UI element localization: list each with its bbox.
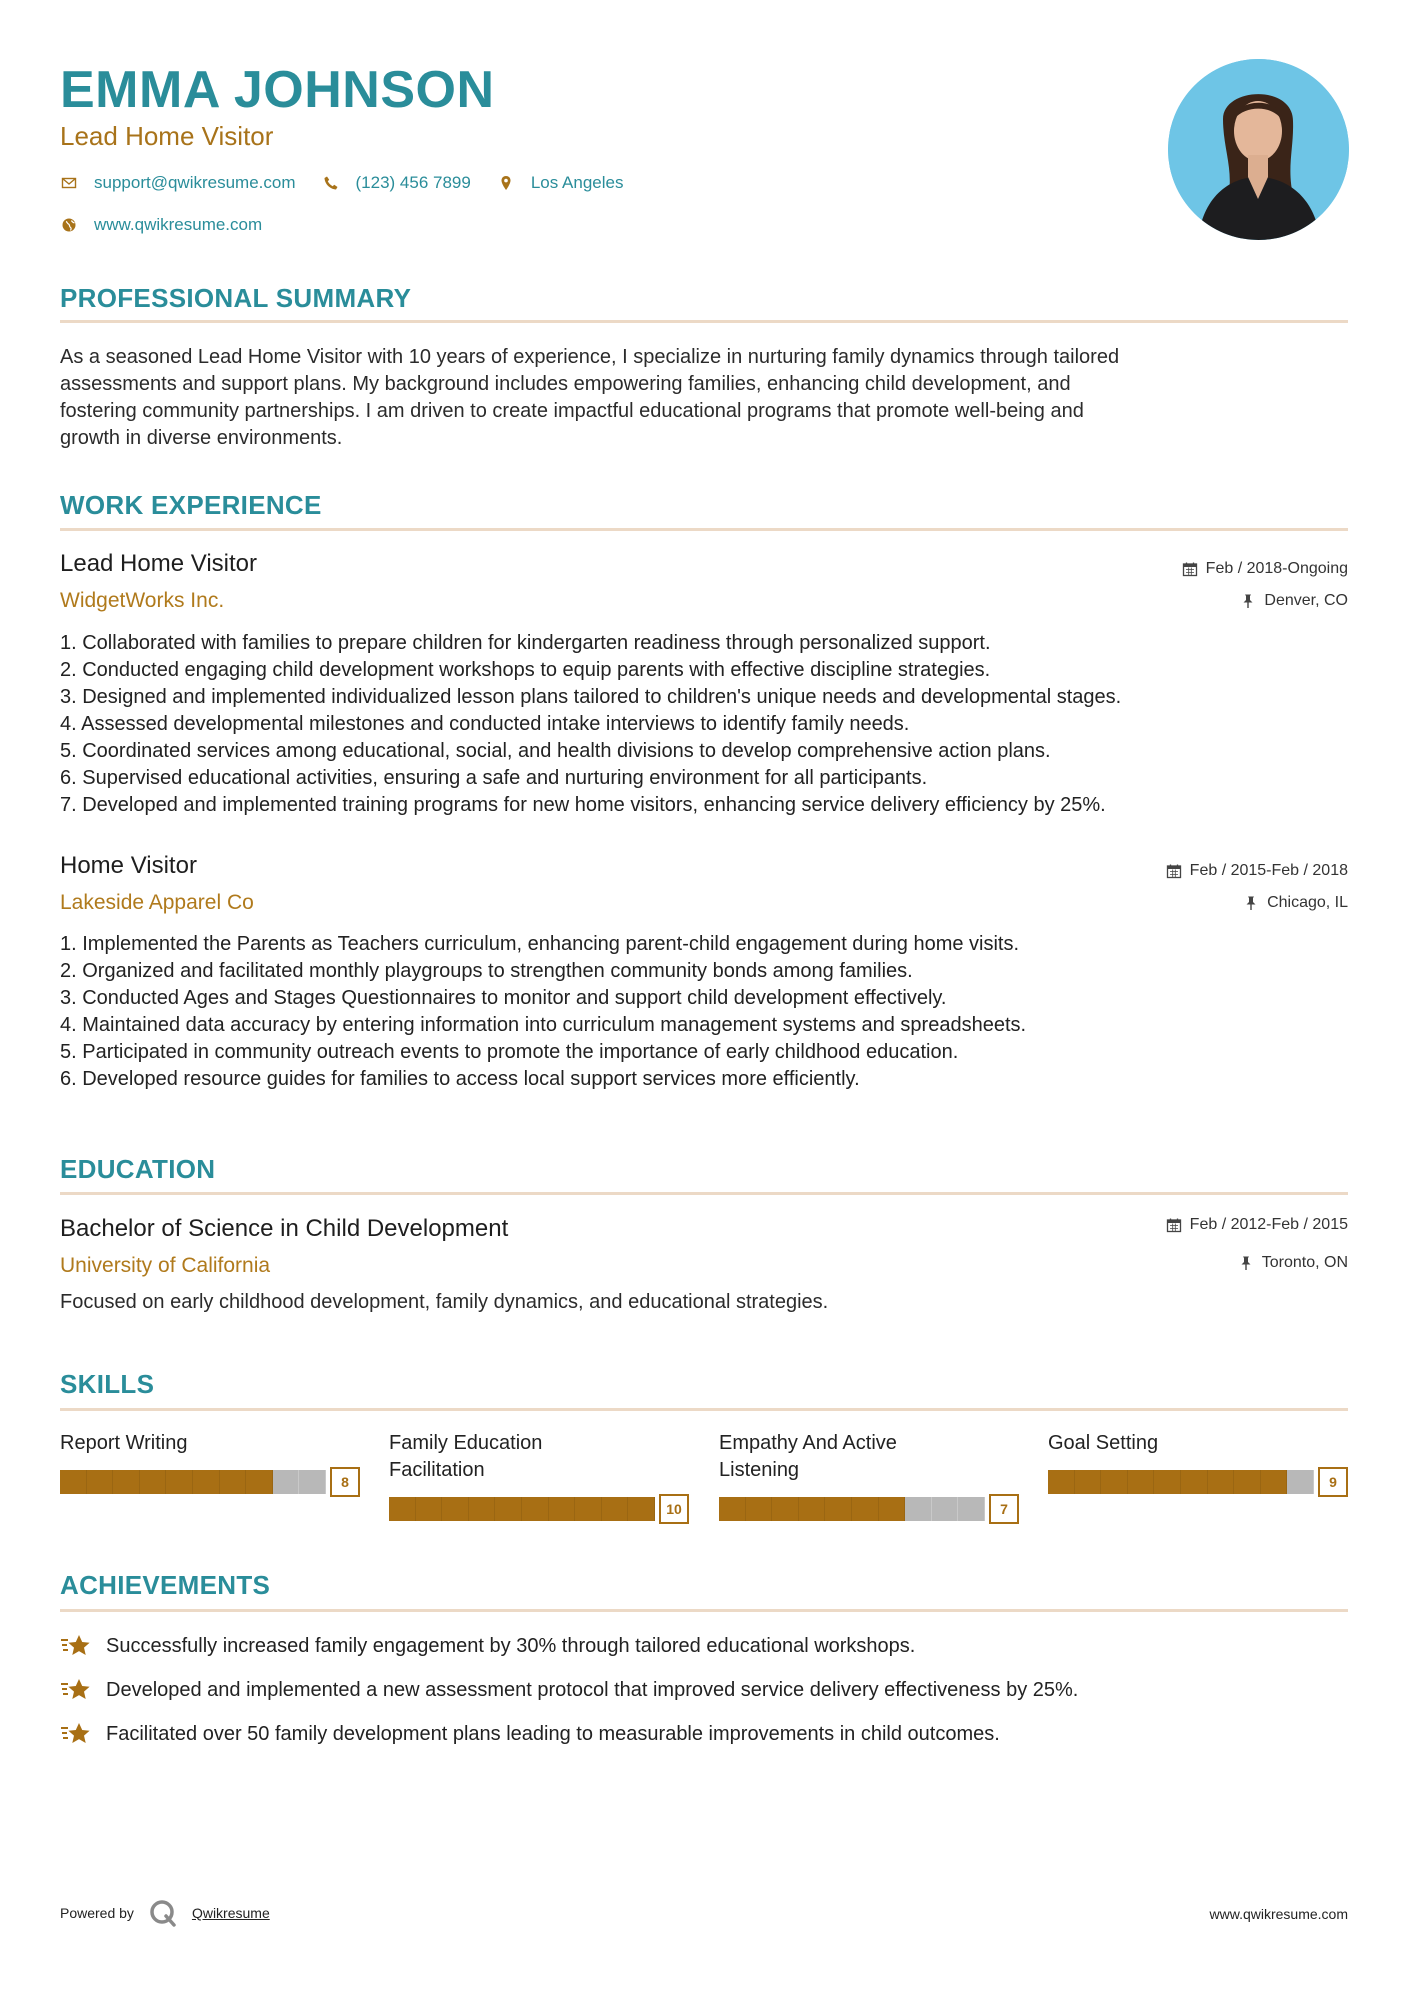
contact-row-2	[60, 212, 649, 238]
pushpin-icon	[1238, 1255, 1254, 1271]
skill-segment-filled	[193, 1470, 220, 1494]
contact-email[interactable]	[60, 173, 296, 193]
list-item: 6. Supervised educational activities, ensuring a safe and nurturing environment for all participants.	[60, 767, 928, 789]
skill-bar-track	[719, 1497, 985, 1521]
skill-segment-filled	[1234, 1470, 1261, 1494]
skill-name: Goal Setting	[1048, 1432, 1159, 1454]
calendar-icon	[1166, 863, 1182, 879]
skill-segment-empty	[299, 1470, 326, 1494]
phone-text: (123) 456 7899	[355, 173, 471, 192]
skill-segment-filled	[522, 1497, 549, 1521]
profile-photo	[1168, 59, 1349, 240]
skill-segment-filled	[442, 1497, 469, 1521]
website-text: www.qwikresume.com	[94, 215, 263, 234]
calendar-icon	[1182, 561, 1198, 577]
skill-segment-filled	[246, 1470, 273, 1494]
skill-name: Facilitation	[389, 1459, 485, 1481]
education-description: Focused on early childhood development, family dynamics, and educational strategies.	[60, 1291, 829, 1313]
list-item: 2. Conducted engaging child development workshops to equip parents with effective discipline strategies.	[60, 659, 991, 681]
skill-score: 10	[659, 1494, 689, 1524]
map-pin-icon	[497, 174, 515, 192]
job-title: Home Visitor	[60, 852, 197, 879]
skill-segment-empty	[1287, 1470, 1314, 1494]
list-item: 5. Participated in community outreach events to promote the importance of early childhood education.	[60, 1041, 959, 1063]
envelope-icon	[60, 174, 78, 192]
skill-segment-filled	[1208, 1470, 1235, 1494]
section-divider	[60, 528, 1348, 531]
skill-segment-filled	[772, 1497, 799, 1521]
pushpin-icon	[1243, 895, 1259, 911]
footer-website[interactable]: www.qwikresume.com	[1209, 1906, 1348, 1922]
job-bullets	[60, 630, 1350, 819]
skill-bar-track	[389, 1497, 655, 1521]
skill-segment-filled	[60, 1470, 87, 1494]
contact-row-1	[60, 170, 649, 196]
job-company: Lakeside Apparel Co	[60, 891, 254, 914]
phone-icon	[322, 174, 340, 192]
skill-segment-empty	[273, 1470, 300, 1494]
contact-phone[interactable]	[322, 173, 471, 193]
skill-segment-filled	[1128, 1470, 1155, 1494]
job-dates-text: Feb / 2015-Feb / 2018	[1189, 862, 1348, 879]
skill-score: 7	[989, 1494, 1019, 1524]
section-title-education: EDUCATION	[60, 1154, 216, 1184]
skill-name: Family Education	[389, 1432, 543, 1454]
star-icon	[60, 1720, 92, 1748]
skill-segment-empty	[932, 1497, 959, 1521]
section-divider	[60, 320, 1348, 323]
calendar-icon	[1166, 1217, 1182, 1233]
skill-bar	[719, 1494, 1019, 1524]
education-location-text: Toronto, ON	[1261, 1254, 1348, 1271]
skill-segment-filled	[113, 1470, 140, 1494]
skill-segment-filled	[879, 1497, 906, 1521]
summary-text	[60, 344, 1348, 452]
achievement-text: Successfully increased family engagement by 30% through tailored educational workshops.	[106, 1634, 916, 1657]
skill-segment-filled	[87, 1470, 114, 1494]
job-location	[1240, 590, 1348, 612]
section-divider	[60, 1192, 1348, 1195]
skill-segment-filled	[220, 1470, 247, 1494]
skill-bar	[60, 1467, 360, 1497]
skill-segment-filled	[495, 1497, 522, 1521]
skill-segment-filled	[719, 1497, 746, 1521]
achievement-item	[60, 1632, 915, 1660]
skill-segment-filled	[1154, 1470, 1181, 1494]
skill-segment-empty	[905, 1497, 932, 1521]
skill-segment-filled	[852, 1497, 879, 1521]
list-item: 1. Collaborated with families to prepare children for kindergarten readiness through personalized support.	[60, 632, 991, 654]
powered-by-label: Powered by	[60, 1905, 134, 1921]
skill-item	[389, 1430, 689, 1517]
summary-line: assessments and support plans. My background includes empowering families, enhancing child development, and	[60, 373, 1071, 395]
degree-title: Bachelor of Science in Child Development	[60, 1215, 509, 1242]
list-item: 2. Organized and facilitated monthly playgroups to strengthen community bonds among families.	[60, 960, 913, 982]
pushpin-icon	[1240, 593, 1256, 609]
skill-segment-filled	[1261, 1470, 1288, 1494]
brand-link[interactable]: Qwikresume	[191, 1905, 270, 1921]
list-item: 4. Assessed developmental milestones and conducted intake interviews to identify family needs.	[60, 713, 910, 735]
job-title: Lead Home Visitor	[60, 550, 257, 577]
star-icon	[60, 1632, 92, 1660]
skill-segment-filled	[166, 1470, 193, 1494]
skill-segment-filled	[469, 1497, 496, 1521]
skill-bar-track	[1048, 1470, 1314, 1494]
skill-name: Empathy And Active	[719, 1432, 897, 1454]
achievement-item	[60, 1720, 1000, 1748]
job-dates	[1166, 860, 1348, 882]
skill-name: Report Writing	[60, 1432, 188, 1454]
skill-item	[1048, 1430, 1348, 1490]
skill-segment-filled	[602, 1497, 629, 1521]
section-title-experience: WORK EXPERIENCE	[60, 490, 322, 520]
skill-score: 8	[330, 1467, 360, 1497]
list-item: 4. Maintained data accuracy by entering information into curriculum management systems and spreadsheets.	[60, 1014, 1027, 1036]
skill-bar	[1048, 1467, 1348, 1497]
job-location	[1243, 892, 1348, 914]
job-location-text: Chicago, IL	[1267, 894, 1348, 911]
skill-segment-filled	[140, 1470, 167, 1494]
candidate-role: Lead Home Visitor	[60, 121, 274, 151]
skill-segment-filled	[1048, 1470, 1075, 1494]
job-company: WidgetWorks Inc.	[60, 589, 225, 612]
education-location	[1238, 1252, 1348, 1274]
candidate-name: EMMA JOHNSON	[60, 61, 495, 119]
education-dates	[1166, 1214, 1348, 1236]
skill-segment-filled	[416, 1497, 443, 1521]
skill-segment-filled	[389, 1497, 416, 1521]
skill-item	[60, 1430, 360, 1490]
skill-name: Listening	[719, 1459, 800, 1481]
contact-info	[60, 170, 649, 238]
skill-segment-filled	[799, 1497, 826, 1521]
achievement-item	[60, 1676, 1078, 1704]
globe-icon	[60, 216, 78, 234]
skill-segment-filled	[1101, 1470, 1128, 1494]
skill-segment-filled	[575, 1497, 602, 1521]
job-bullets	[60, 931, 1350, 1093]
summary-line: growth in diverse environments.	[60, 427, 343, 449]
star-icon	[60, 1676, 92, 1704]
skill-segment-filled	[628, 1497, 655, 1521]
education-dates-text: Feb / 2012-Feb / 2015	[1189, 1216, 1348, 1233]
section-title-achievements: ACHIEVEMENTS	[60, 1570, 271, 1600]
achievement-text: Facilitated over 50 family development plans leading to measurable improvements in child outcomes.	[106, 1722, 1000, 1745]
skill-segment-filled	[746, 1497, 773, 1521]
footer-powered-by	[60, 1898, 270, 1928]
email-text: support@qwikresume.com	[94, 173, 296, 192]
list-item: 1. Implemented the Parents as Teachers curriculum, enhancing parent-child engagement during home visits.	[60, 933, 1020, 955]
section-title-summary: PROFESSIONAL SUMMARY	[60, 283, 412, 313]
job-dates	[1182, 558, 1348, 580]
skill-segment-filled	[1075, 1470, 1102, 1494]
summary-line: As a seasoned Lead Home Visitor with 10 years of experience, I specialize in nurturing family dynamics through tailored	[60, 346, 1120, 368]
skill-segment-empty	[958, 1497, 985, 1521]
contact-location	[497, 173, 624, 193]
list-item: 5. Coordinated services among educational, social, and health divisions to develop comprehensive action plans.	[60, 740, 1051, 762]
skill-bar	[389, 1494, 689, 1524]
skill-score: 9	[1318, 1467, 1348, 1497]
summary-line: fostering community partnerships. I am driven to create impactful educational programs that promote well-being and	[60, 400, 1084, 422]
list-item: 6. Developed resource guides for families to access local support services more efficiently.	[60, 1068, 860, 1090]
list-item: 3. Designed and implemented individualized lesson plans tailored to children's unique needs and developmental stages.	[60, 686, 1122, 708]
contact-website[interactable]	[60, 215, 262, 235]
location-text: Los Angeles	[530, 173, 624, 192]
job-dates-text: Feb / 2018-Ongoing	[1205, 560, 1348, 577]
skill-segment-filled	[549, 1497, 576, 1521]
list-item: 3. Conducted Ages and Stages Questionnaires to monitor and support child development effectively.	[60, 987, 947, 1009]
section-title-skills: SKILLS	[60, 1369, 155, 1399]
skill-segment-filled	[825, 1497, 852, 1521]
school-name: University of California	[60, 1254, 271, 1277]
qwikresume-logo-icon	[148, 1898, 178, 1928]
section-divider	[60, 1609, 1348, 1612]
skill-segment-filled	[1181, 1470, 1208, 1494]
section-divider	[60, 1408, 1348, 1411]
list-item: 7. Developed and implemented training programs for new home visitors, enhancing service delivery efficiency by 25%.	[60, 794, 1106, 816]
achievement-text: Developed and implemented a new assessment protocol that improved service delivery effectiveness by 25%.	[106, 1678, 1079, 1701]
skill-bar-track	[60, 1470, 326, 1494]
job-location-text: Denver, CO	[1264, 592, 1348, 609]
skill-item	[719, 1430, 1019, 1517]
